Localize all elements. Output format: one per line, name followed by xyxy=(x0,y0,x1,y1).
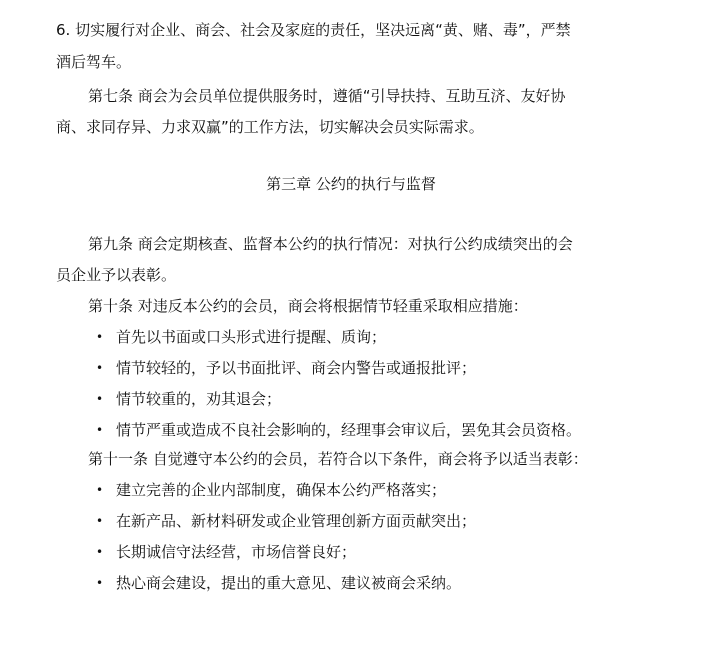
bullet-icon: • xyxy=(96,514,104,528)
article-9-line-1: 第九条 商会定期核查、监督本公约的执行情况：对执行公约成绩突出的会 xyxy=(88,235,573,253)
list-item-text: 情节较轻的，予以书面批评、商会内警告或通报批评； xyxy=(116,359,477,377)
bullet-icon: • xyxy=(96,545,104,559)
bullet-icon: • xyxy=(96,423,104,437)
list-item xyxy=(96,358,476,378)
list-item xyxy=(96,389,281,409)
list-item-text: 首先以书面或口头形式进行提醒、质询； xyxy=(116,328,387,346)
list-item xyxy=(96,573,461,593)
article-10-heading: 第十条 对违反本公约的会员，商会将根据情节轻重采取相应措施： xyxy=(88,297,528,315)
list-item-text: 情节较重的，劝其退会； xyxy=(116,390,282,408)
list-item-text: 建立完善的企业内部制度，确保本公约严格落实； xyxy=(116,481,447,499)
bullet-icon: • xyxy=(96,392,104,406)
list-item xyxy=(96,542,356,562)
bullet-icon: • xyxy=(96,483,104,497)
paragraph-6-line-1: 6. 切实履行对企业、商会、社会及家庭的责任，坚决远离“黄、赌、毒”，严禁 xyxy=(56,21,571,39)
list-item-text: 在新产品、新材料研发或企业管理创新方面贡献突出； xyxy=(116,512,477,530)
chapter-title: 第三章 公约的执行与监督 xyxy=(266,175,436,193)
article-9-line-2: 员企业予以表彰。 xyxy=(56,266,177,284)
list-item-text: 长期诚信守法经营，市场信誉良好； xyxy=(116,543,357,561)
list-item xyxy=(96,511,476,531)
bullet-icon: • xyxy=(96,361,104,375)
list-item xyxy=(96,327,386,347)
paragraph-6-line-2: 酒后驾车。 xyxy=(56,53,132,71)
article-7-line-1: 第七条 商会为会员单位提供服务时，遵循“引导扶持、互助互济、友好协 xyxy=(88,87,566,105)
bullet-icon: • xyxy=(96,330,104,344)
article-7-line-2: 商、求同存异、力求双赢”的工作方法，切实解决会员实际需求。 xyxy=(56,118,484,136)
list-item xyxy=(96,480,446,500)
article-11-heading: 第十一条 自觉遵守本公约的会员，若符合以下条件，商会将予以适当表彰： xyxy=(88,450,588,468)
bullet-icon: • xyxy=(96,576,104,590)
list-item-text: 情节严重或造成不良社会影响的，经理事会审议后，罢免其会员资格。 xyxy=(116,421,582,439)
list-item-text: 热心商会建设，提出的重大意见、建议被商会采纳。 xyxy=(116,574,462,592)
list-item xyxy=(96,420,581,440)
